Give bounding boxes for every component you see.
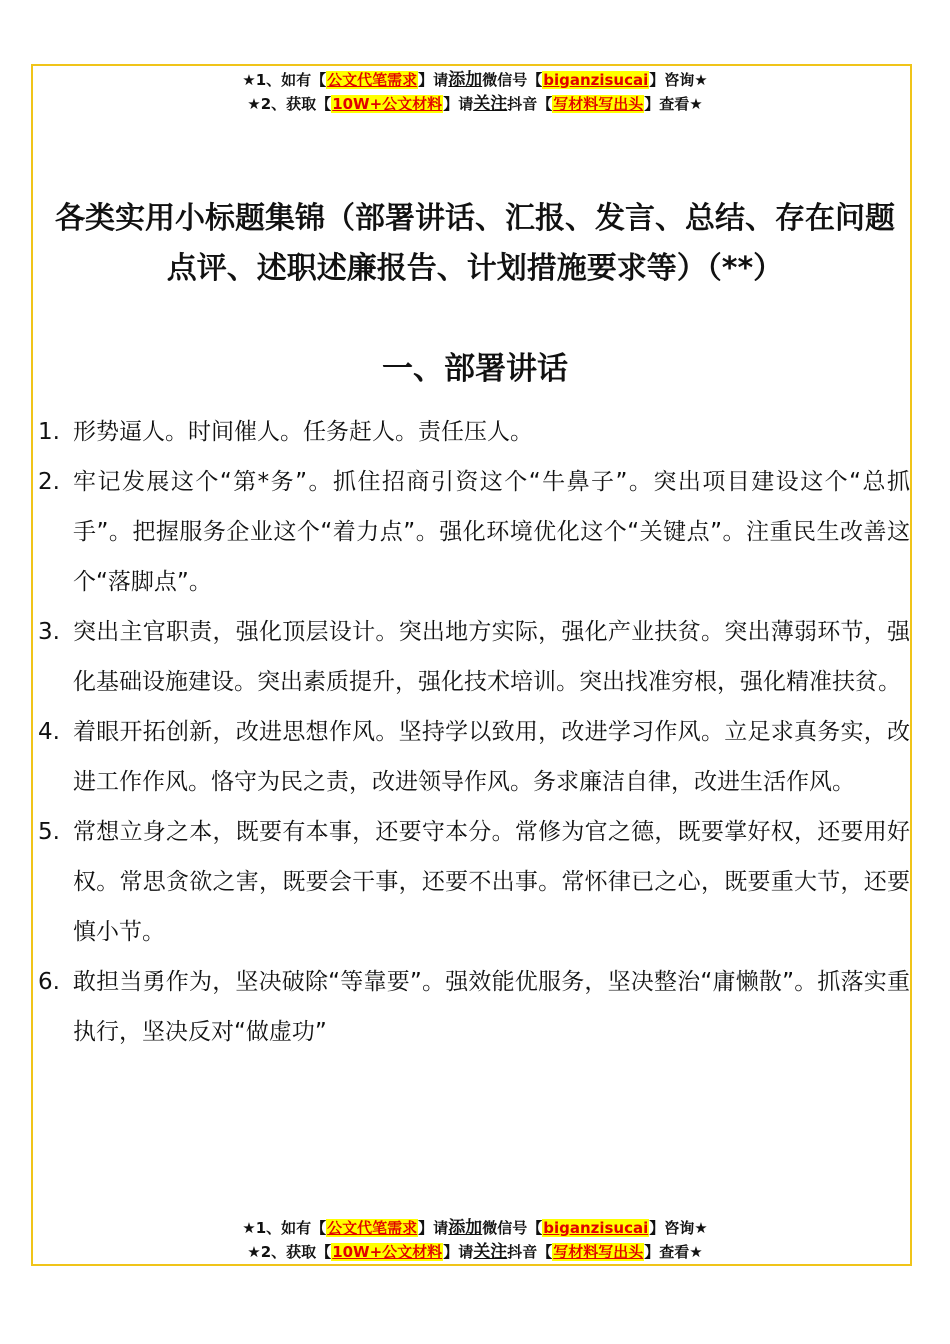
promo-header [0,68,950,116]
wechat-id: biganzisucai [543,71,649,89]
promo-line-2: ★2、获取【10W+公文材料】请关注抖音【写材料写出头】查看★ [247,94,703,114]
materials-highlight: 10W+公文材料 [332,1243,443,1261]
service-highlight: 公文代笔需求 [327,71,418,89]
list-item [38,607,910,707]
item-number: 3. [38,619,60,645]
promo-footer [0,1216,950,1264]
item-text: 形势逼人。时间催人。任务赶人。责任压人。 [73,419,533,445]
materials-highlight: 10W+公文材料 [332,95,443,113]
item-number: 5. [38,819,60,845]
douyin-account: 写材料写出头 [553,95,644,113]
service-highlight: 公文代笔需求 [327,1219,418,1237]
item-text: 常想立身之本，既要有本事，还要守本分。常修为官之德，既要掌好权，还要用好权。常思贪欲之害，既要会干事，还要不出事。常怀律已之心，既要重大节，还要慎小节。 [73,819,910,945]
item-list [38,407,910,1057]
item-text: 着眼开拓创新，改进思想作风。坚持学以致用，改进学习作风。立足求真务实，改进工作作风。恪守为民之责，改进领导作风。务求廉洁自律，改进生活作风。 [73,719,910,795]
document-title: 各类实用小标题集锦（部署讲话、汇报、发言、总结、存在问题点评、述职述廉报告、计划措施要求等）（**） [55,201,895,286]
item-number: 4. [38,719,60,745]
list-item [38,407,910,457]
item-number: 1. [38,419,60,445]
promo-line-1: ★1、如有【公文代笔需求】请添加微信号【biganzisucai】咨询★ [242,70,708,90]
list-item [38,957,910,1057]
item-text: 牢记发展这个“第*务”。抓住招商引资这个“牛鼻子”。突出项目建设这个“总抓手”。把握服务企业这个“着力点”。强化环境优化这个“关键点”。注重民生改善这个“落脚点”。 [73,469,910,595]
list-item [38,707,910,807]
promo-line-1: ★1、如有【公文代笔需求】请添加微信号【biganzisucai】咨询★ [242,1218,708,1238]
item-number: 2. [38,469,60,495]
item-text: 突出主官职责，强化顶层设计。突出地方实际，强化产业扶贫。突出薄弱环节，强化基础设施建设。突出素质提升，强化技术培训。突出找准穷根，强化精准扶贫。 [73,619,910,695]
douyin-account: 写材料写出头 [553,1243,644,1261]
section-heading: 一、部署讲话 [382,351,568,387]
item-number: 6. [38,969,60,995]
list-item [38,807,910,957]
wechat-id: biganzisucai [543,1219,649,1237]
item-text: 敢担当勇作为，坚决破除“等靠要”。强效能优服务，坚决整治“庸懒散”。抓落实重执行，坚决反对“做虚功” [73,969,910,1045]
list-item [38,457,910,607]
promo-line-2: ★2、获取【10W+公文材料】请关注抖音【写材料写出头】查看★ [247,1242,703,1262]
